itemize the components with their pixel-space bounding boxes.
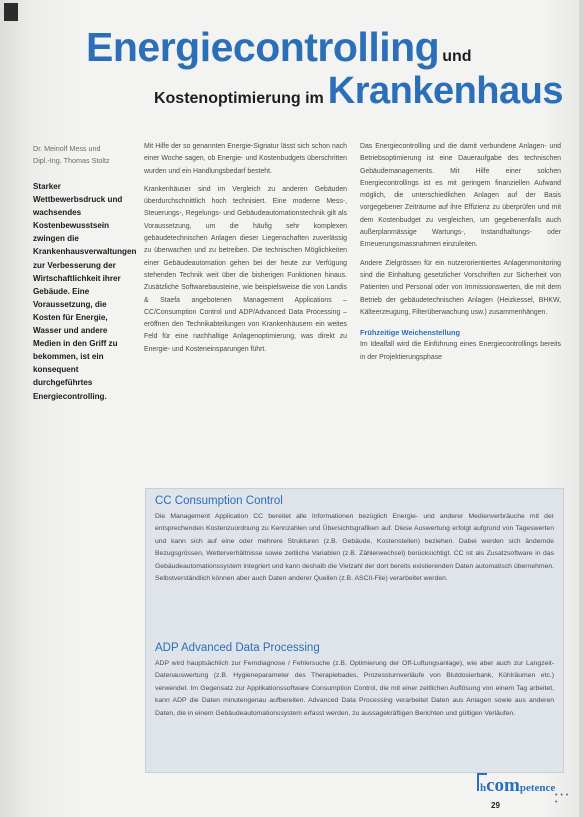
authors bbox=[33, 143, 131, 167]
body-column-2 bbox=[144, 141, 347, 362]
intro-paragraph: Starker Wettbewerbsdruck und wachsendes Kostenbewusstsein zwingen die Krankenhausverwaltungen zur Verbesserung der Wirtschaftlichkeit ihrer Gebäude. Eine Voraussetzung, die Kosten für Energie, Wasser und andere Medien in den Griff zu bekommen, ist ein konsequent durchgeführtes Energiecontrolling. bbox=[33, 182, 137, 401]
title-main: Energiecontrolling bbox=[86, 24, 440, 70]
paragraph: Im Idealfall wird die Einführung eines Energiecontrollings bereits in der Projektierungsphase bbox=[360, 341, 561, 361]
box-text-adp: ADP wird hauptsächlich zur Ferndiagnose / Fehlersuche (z.B. Optimierung der Off-Luftungsanlage), wie aber auch zur Langzeit-Datenauswertung (z.B. Hygieneparameter des Therapiebades, Prozessturnverläufe von Blutdosierbank, Kühlräumen etc.) verwendet. Im Gegensatz zur Applikationssoftware Consumption Control, die mit einer zeitlichen Auflösung von einem Tag arbeitet, kann ADP die Daten minutengenau aufbereiten. Advanced Data Processing verarbeitet Daten aus Anlagen sowie aus anderen Daten, die in einem Gebäudeautomationssystem erfasst werden, zu aussagekräftigen Berichten und gültigen Verläufen. bbox=[155, 660, 554, 717]
author-line-1: Dr. Meinolf Mess und bbox=[33, 144, 101, 153]
paragraph: Krankenhäuser sind im Vergleich zu anderen Gebäuden überdurchschnittlich hoch technisiert. Eine moderne Mess-, Steuerungs-, Regelungs- und Gebäudeautomationstechnik gilt als Voraussetzung, um die häufig sehr komplexen gebäudetechnischen Anlagen dieser Liegenschaften zuverlässig zu überwachen und zu betreiben. Die technischen Möglichkeiten einer Gebäudeautomation gehen bei der heute zur Verfügung stehenden Technik weit über die bisherigen Funktionen hinaus. Zusätzliche Softwarebausteine, wie beispielsweise die von Landis & Staefa angebotenen Management Applications – CC/Consumption Control und ADP/Advanced Data Processing – eröffnen den Technikabteilungen von Krankenhäusern ein weites Feld für eine nachhaltige Anlagenoptimierung, was direkt zu Energie- und Kosteneinsparungen führt. bbox=[144, 185, 347, 353]
box-heading-adp: ADP Advanced Data Processing bbox=[155, 642, 320, 654]
page-edge-shadow bbox=[579, 0, 583, 817]
paragraph: Andere Zielgrössen für ein nutzerorientiertes Anlagenmonitoring sind die Einhaltung gesetzlicher Vorschriften zur Sicherheit von Patienten und Personal oder von Immissionswerten, die mit dem Betrieb der gebäudetechnischen Anlagen (Heizkessel, BHKW, Kälteerzeugung, Filterüberwachung usw.) zusammenhängen. bbox=[360, 259, 561, 316]
article-subtitle bbox=[154, 70, 563, 113]
article-title bbox=[86, 24, 472, 71]
page-number: 29 bbox=[491, 801, 500, 810]
subtitle-small: Kostenoptimierung im bbox=[153, 90, 324, 107]
corner-mark bbox=[4, 3, 18, 21]
paragraph: Mit Hilfe der so genannten Energie-Signatur lässt sich schon nach einer Woche sagen, ob Energie- und Kostenbudgets überschritten wurden und ein Handlungsbedarf besteht. bbox=[144, 143, 347, 175]
logo-text bbox=[480, 775, 555, 797]
box-text-cc: Die Management Application CC bereitet alle Informationen bezüglich Energie- und anderer Medienverbräuche mit der entsprechenden Kostenzuordnung zu Kennzahlen und Übersichtsgrafiken auf. Diese Auswertung erfolgt aufgrund von Tageswerten und kann sich auf eine oder mehrere Strukturen (z.B. Gebäude, Kostenstellen) beziehen. Dabei werden sich ändernde Bezugsgrössen, Wetterverhältnisse sowie zeitliche Variablen (z.B. Zählerwechsel) berücksichtigt. CC ist als Zusatzsoftware in das Gebäudeautomationssystem integriert und kann deshalb die Vielzahl der dort bereits existierenden Daten automatisch übernehmen. Selbstverständlich können aber auch Daten anderer Quellen (z.B. ASCII-File) verarbeitet werden. bbox=[155, 513, 554, 583]
section-heading: Frühzeitige Weichenstellung bbox=[360, 328, 461, 338]
logo-petence: petence bbox=[519, 782, 556, 794]
logo-dots: • • • • bbox=[555, 792, 569, 806]
info-box bbox=[145, 488, 564, 773]
logo-com: com bbox=[486, 775, 520, 796]
body-column-3 bbox=[360, 141, 561, 370]
paragraph: Das Energiecontrolling und die damit verbundene Anlagen- und Betriebsoptimierung ist eine Daueraufgabe des technischen Gebäudemanagements. Mit Hilfe einer solchen Energiecontrollings ist es mit geringem finanziellen Aufwand möglich, die unterschiedlichen Anlagen auf der Basis vorgegebener Zeiträume auf ihre Effizienz zu überprüfen und mit dem Kostenbudget zu vergleichen, um gegebenenfalls auch außerplanmässige Wartungs-, Instandhaltungs- oder Erneuerungsmassnahmen einzuleiten. bbox=[360, 143, 561, 249]
subtitle-big: Krankenhaus bbox=[327, 70, 563, 112]
box-heading-cc: CC Consumption Control bbox=[155, 495, 283, 507]
title-connector: und bbox=[442, 48, 472, 65]
logo-h: h bbox=[480, 782, 487, 794]
author-line-2: Dipl.-Ing. Thomas Stoltz bbox=[33, 156, 110, 165]
